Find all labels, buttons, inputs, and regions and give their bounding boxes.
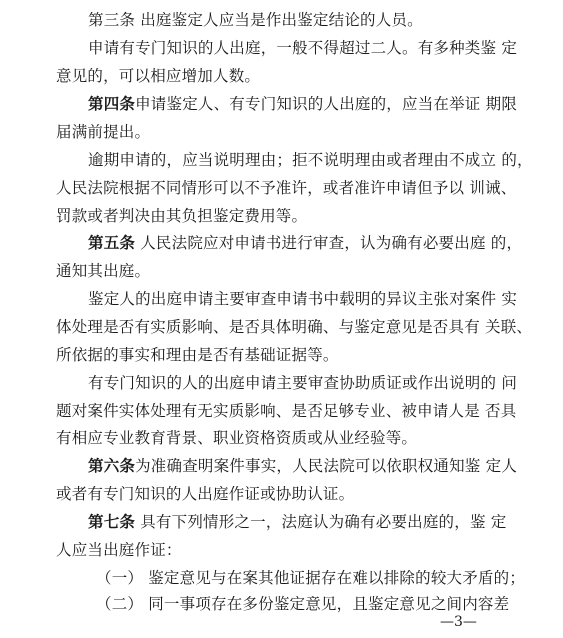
text-line: 第三条 出庭鉴定人应当是作出鉴定结论的人员。 <box>88 11 423 29</box>
text-line: 逾期申请的，应当说明理由；拒不说明理由或者理由不成立 的， <box>88 151 533 169</box>
text-line: 第六条为准确查明案件事实，人民法院可以依职权通知鉴 定人 <box>88 456 518 475</box>
text-line: 或者有专门知识的人出庭作证或协助认证。 <box>56 485 355 503</box>
text-line: 申请有专门知识的人出庭，一般不得超过二人。有多种类鉴 定 <box>88 39 518 57</box>
text-line: 鉴定人的出庭申请主要审查申请书中载明的异议主张对案件 实 <box>88 290 518 308</box>
text-line: 体处理是否有实质影响、是否具体明确、与鉴定意见是否具有 关联、 <box>56 318 533 336</box>
text-line: 意见的，可以相应增加人数。 <box>56 67 261 85</box>
text-line: 罚款或者判决由其负担鉴定费用等。 <box>56 207 308 225</box>
page-number: —3— <box>440 614 477 630</box>
text-line: 届满前提出。 <box>56 123 151 141</box>
article-heading: 第五条 <box>88 233 136 252</box>
list-item: （一） 鉴定意见与在案其他证据存在难以排除的较大矛盾的； <box>96 569 526 587</box>
article-heading: 第三条 <box>88 11 136 29</box>
text-line: 人应当出庭作证： <box>56 541 182 559</box>
article-heading: 第四条 <box>88 94 136 113</box>
list-item: （二） 同一事项存在多份鉴定意见，且鉴定意见之间内容差 <box>96 595 510 613</box>
article-heading: 第六条 <box>88 456 136 475</box>
text-line: 第七条 具有下列情形之一，法庭认为确有必要出庭的，鉴 定 <box>88 512 507 531</box>
text-line: 人民法院根据不同情形可以不予准许，或者准许申请但予以 训诫、 <box>56 179 517 197</box>
text-line: 有专门知识的人的出庭申请主要审查协助质证或作出说明的 问 <box>88 374 518 392</box>
text-line: 第五条 人民法院应对申请书进行审查，认为确有必要出庭 的， <box>88 233 523 252</box>
text-line: 所依据的事实和理由是否有基础证据等。 <box>56 346 339 364</box>
article-heading: 第七条 <box>88 512 136 531</box>
text-line: 第四条申请鉴定人、有专门知识的人出庭的，应当在举证 期限 <box>88 94 518 113</box>
text-line: 题对案件实体处理有无实质影响、是否足够专业、被申请人是 否具 <box>56 402 517 420</box>
text-line: 有相应专业教育背景、职业资格资质或从业经验等。 <box>56 429 418 447</box>
text-line: 通知其出庭。 <box>56 262 151 280</box>
